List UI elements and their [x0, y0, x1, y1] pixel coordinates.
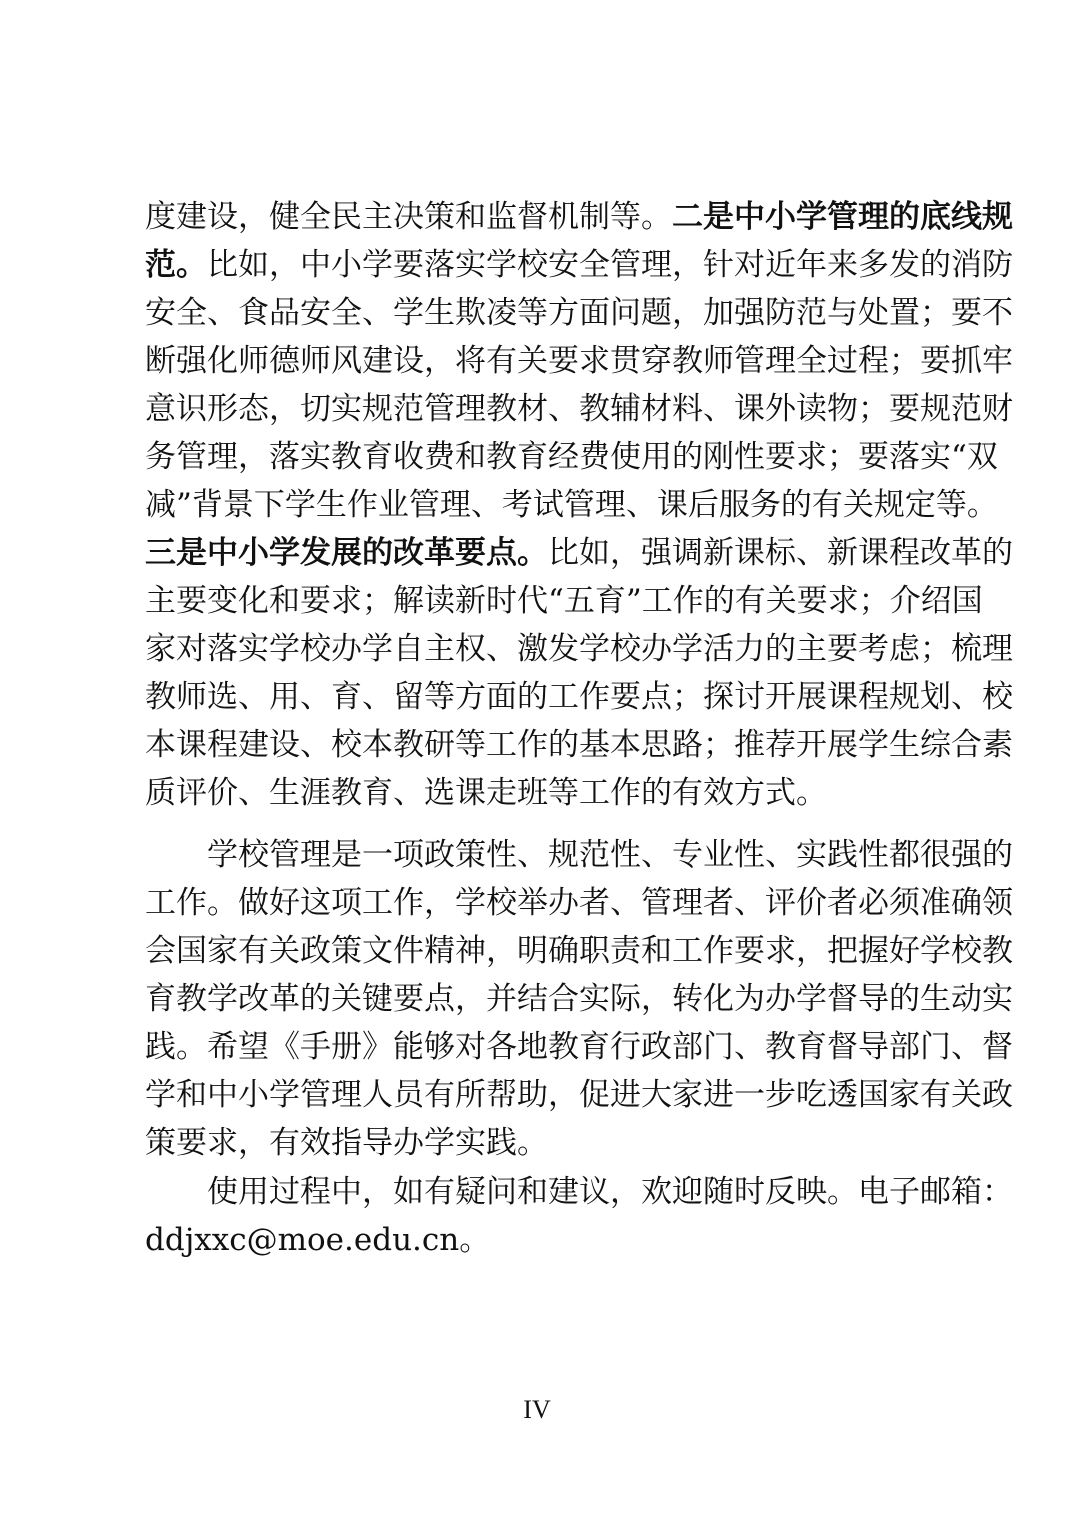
text-line: 减”背景下学生作业管理、考试管理、课后服务的有关规定等。 — [145, 487, 998, 523]
text-line: 意识形态，切实规范管理教材、教辅材料、课外读物；要规范财 — [145, 391, 1013, 427]
bold-heading: 三是中小学发展的改革要点。 — [145, 535, 548, 571]
text-line: 务管理，落实教育收费和教育经费使用的刚性要求；要落实“双 — [145, 439, 998, 475]
email-line: ddjxxc@moe.edu.cn。 — [145, 1222, 491, 1258]
text-line: 教师选、用、育、留等方面的工作要点；探讨开展课程规划、校 — [145, 679, 1013, 715]
bold-heading: 范。 — [145, 247, 207, 283]
page-number: IV — [523, 1395, 551, 1424]
bold-heading: 二是中小学管理的底线规 — [672, 199, 1013, 235]
text-line: 使用过程中，如有疑问和建议，欢迎随时反映。电子邮箱： — [207, 1174, 1013, 1210]
text: 比如，中小学要落实学校安全管理，针对近年来多发的消防 — [207, 247, 1013, 283]
text-line — [145, 245, 1013, 285]
text-line: 会国家有关政策文件精神，明确职责和工作要求，把握好学校教 — [145, 933, 1013, 969]
text-line: 本课程建设、校本教研等工作的基本思路；推荐开展学生综合素 — [145, 727, 1013, 763]
text-line — [145, 533, 1013, 573]
text-line: 践。希望《手册》能够对各地教育行政部门、教育督导部门、督 — [145, 1029, 1013, 1065]
text-line — [145, 197, 1013, 237]
text-line: 家对落实学校办学自主权、激发学校办学活力的主要考虑；梳理 — [145, 631, 1013, 667]
text-line: 策要求，有效指导办学实践。 — [145, 1125, 548, 1161]
text-line: 学和中小学管理人员有所帮助，促进大家进一步吃透国家有关政 — [145, 1077, 1013, 1113]
text-line: 育教学改革的关键要点，并结合实际，转化为办学督导的生动实 — [145, 981, 1013, 1017]
text-line: 安全、食品安全、学生欺凌等方面问题，加强防范与处置；要不 — [145, 295, 1013, 331]
text-line: 断强化师德师风建设，将有关要求贯穿教师管理全过程；要抓牢 — [145, 343, 1013, 379]
text-line: 主要变化和要求；解读新时代“五育”工作的有关要求；介绍国 — [145, 583, 983, 619]
text: 度建设，健全民主决策和监督机制等。 — [145, 199, 672, 235]
text-line: 工作。做好这项工作，学校举办者、管理者、评价者必须准确领 — [145, 885, 1013, 921]
text-line: 质评价、生涯教育、选课走班等工作的有效方式。 — [145, 775, 827, 811]
text: 比如，强调新课标、新课程改革的 — [548, 535, 1013, 571]
text-line: 学校管理是一项政策性、规范性、专业性、实践性都很强的 — [207, 837, 1013, 873]
